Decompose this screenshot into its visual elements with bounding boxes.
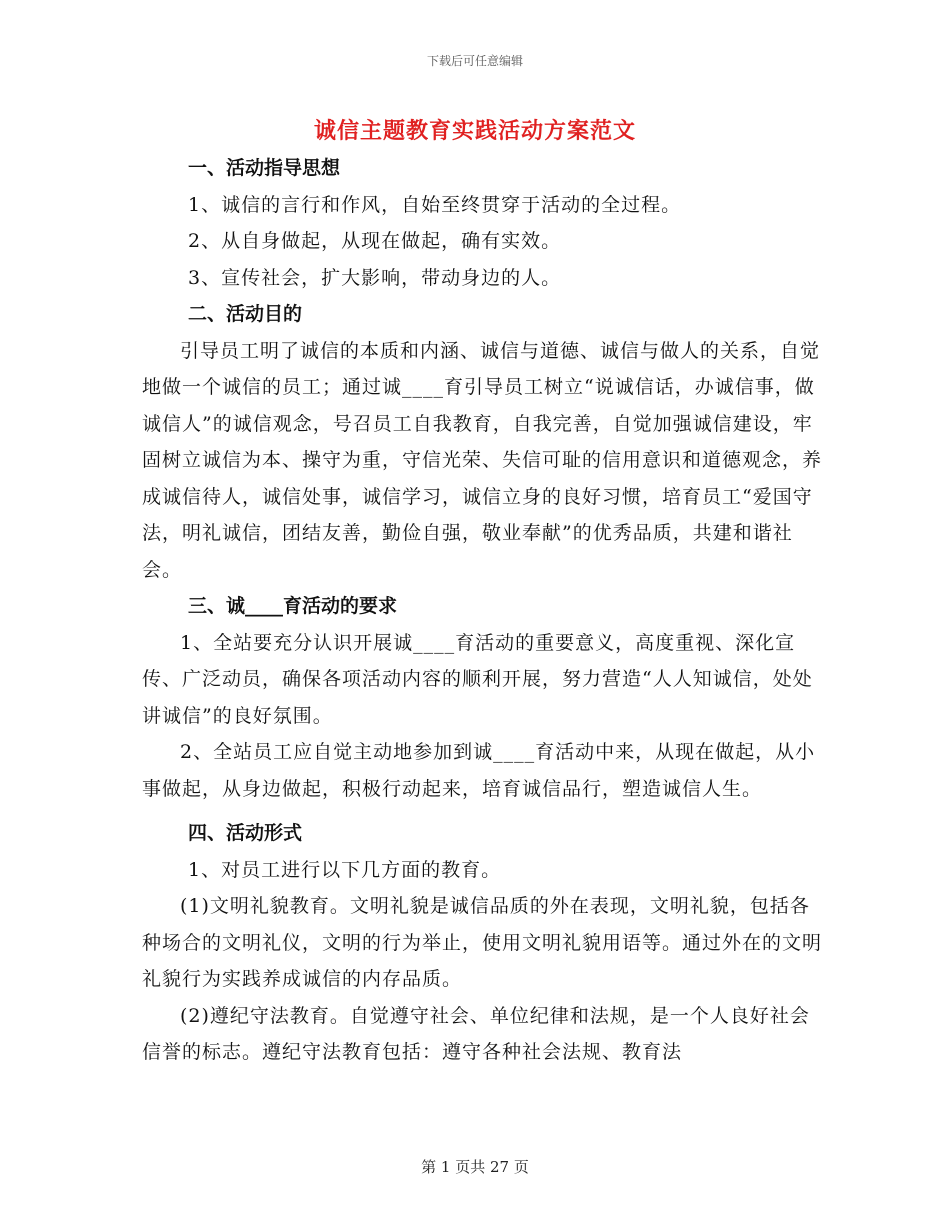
paragraph: 1、全站要充分认识开展诚____育活动的重要意义，高度重视、深化宣传、广泛动员，确保各项活动内容的顺利开展，努力营造“人人知诚信，处处讲诚信”的良好氛围。 bbox=[142, 631, 813, 727]
section-heading-1: 一、活动指导思想 bbox=[188, 157, 341, 179]
page-footer: 第 1 页共 27 页 bbox=[421, 1158, 529, 1176]
document-title: 诚信主题教育实践活动方案范文 bbox=[313, 118, 636, 144]
list-item: 1、对员工进行以下几方面的教育。 bbox=[188, 858, 502, 881]
list-item: 1、诚信的言行和作风，自始至终贯穿于活动的全过程。 bbox=[188, 193, 682, 216]
list-item: 3、宣传社会，扩大影响，带动身边的人。 bbox=[188, 266, 562, 289]
paragraph: (2)遵纪守法教育。自觉遵守社会、单位纪律和法规，是一个人良好社会信誉的标志。遵纪守法教育包括：遵守各种社会法规、教育法 bbox=[142, 1004, 810, 1063]
paragraph: 2、全站员工应自觉主动地参加到诚____育活动中来，从现在做起，从小事做起，从身边做起，积极行动起来，培育诚信品行，塑造诚信人生。 bbox=[142, 741, 816, 800]
section-heading-2: 二、活动目的 bbox=[188, 303, 303, 325]
paragraph: (1)文明礼貌教育。文明礼貌是诚信品质的外在表现，文明礼貌，包括各种场合的文明礼仪，文明的行为举止，使用文明礼貌用语等。通过外在的文明礼貌行为实践养成诚信的内存品质。 bbox=[142, 895, 823, 990]
section-heading-3: 三、诚____育活动的要求 bbox=[188, 595, 398, 617]
section-heading-4: 四、活动形式 bbox=[188, 822, 303, 844]
paragraph: 引导员工明了诚信的本质和内涵、诚信与道德、诚信与做人的关系，自觉地做一个诚信的员工；通过诚____育引导员工树立“说诚信话，办诚信事，做诚信人”的诚信观念，号召员工自我教育，自我完善，自觉加强诚信建设，牢固树立诚信为本、操守为重，守信光荣、失信可耻的信用意识和道德观念，养成诚信待人，诚信处事，诚信学习，诚信立身的良好习惯，培育员工“爱国守法，明礼诚信，团结友善，勤俭自强，敬业奉献”的优秀品质，共建和谐社会。 bbox=[142, 339, 823, 581]
page-header: 下载后可任意编辑 bbox=[426, 54, 523, 68]
list-item: 2、从自身做起，从现在做起，确有实效。 bbox=[188, 230, 562, 252]
document-body bbox=[142, 150, 822, 1071]
